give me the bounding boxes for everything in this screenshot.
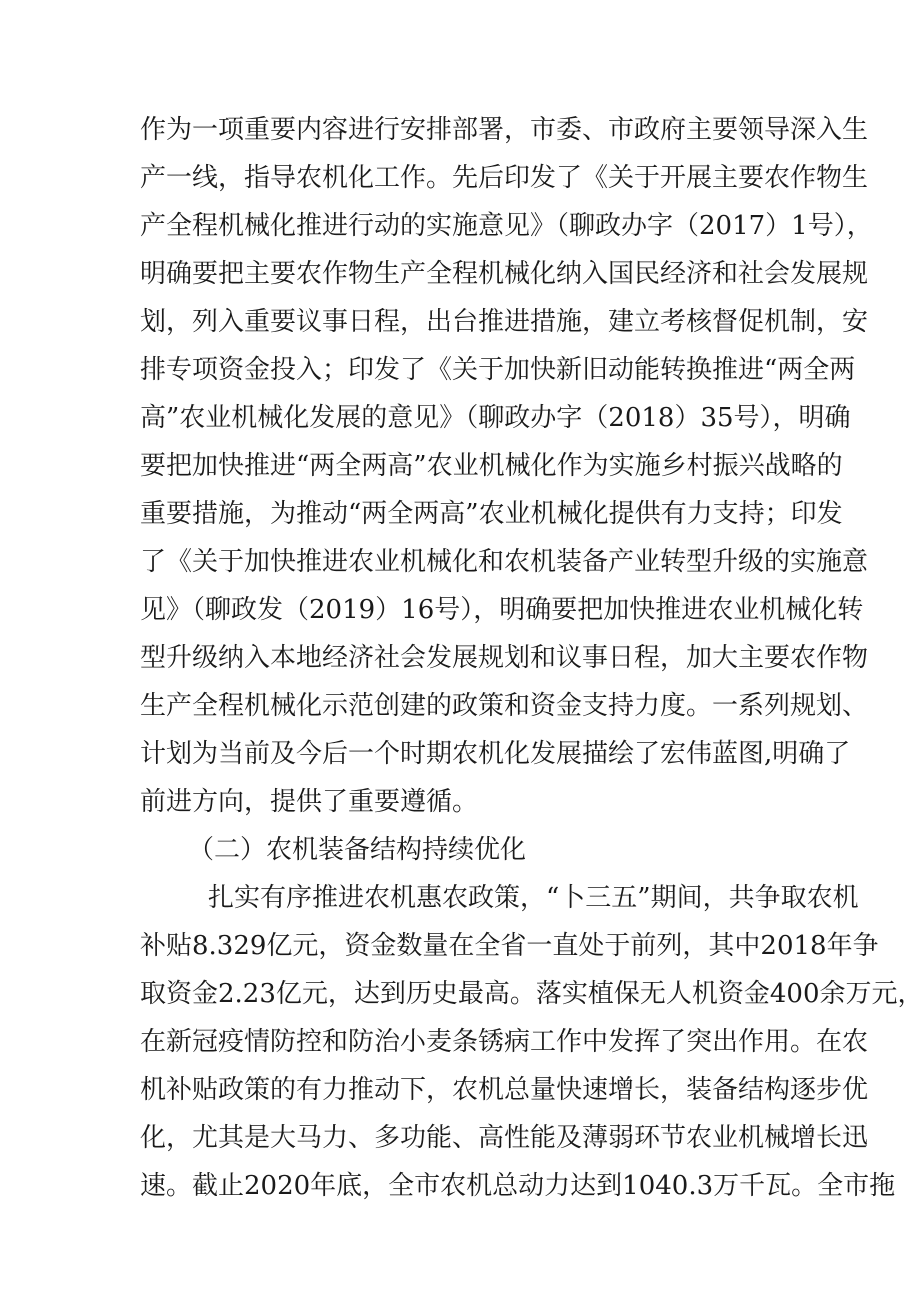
- paragraph-line: 计划为当前及今后一个时期农机化发展描绘了宏伟蓝图,明确了: [140, 739, 851, 769]
- paragraph-line: 产一线，指导农机化工作。先后印发了《关于开展主要农作物生: [140, 163, 869, 193]
- paragraph-line: 排专项资金投入；印发了《关于加快新旧动能转换推进“两全两: [140, 355, 856, 385]
- paragraph-line: 要把加快推进“两全两高”农业机械化作为实施乡村振兴战略的: [140, 451, 843, 481]
- paragraph-line: 化，尤其是大马力、多功能、高性能及薄弱环节农业机械增长迅: [140, 1123, 869, 1153]
- paragraph-line: 见》（聊政发（2019）16号），明确要把加快推进农业机械化转: [140, 595, 864, 625]
- paragraph-line: 了《关于加快推进农业机械化和农机装备产业转型升级的实施意: [140, 547, 869, 577]
- paragraph-line: 生产全程机械化示范创建的政策和资金支持力度。一系列规划、: [140, 691, 869, 721]
- paragraph-line: 明确要把主要农作物生产全程机械化纳入国民经济和社会发展规: [140, 259, 869, 289]
- paragraph-line: 补贴8.329亿元，资金数量在全省一直处于前列，其中2018年争: [140, 931, 879, 961]
- paragraph-line: 型升级纳入本地经济社会发展规划和议事日程，加大主要农作物: [140, 643, 869, 673]
- paragraph-line: 前进方向，提供了重要遵循。: [140, 787, 479, 817]
- paragraph-line: 重要措施，为推动“两全两高”农业机械化提供有力支持；印发: [140, 499, 843, 529]
- paragraph-line: 速。截止2020年底，全市农机总动力达到1040.3万千瓦。全市拖: [140, 1171, 896, 1201]
- paragraph-line: 取资金2.23亿元，达到历史最高。落实植保无人机资金400余万元，: [140, 979, 924, 1009]
- paragraph-line: 产全程机械化推进行动的实施意见》（聊政办字（2017）1号），: [140, 211, 873, 241]
- section-heading: （二）农机装备结构持续优化: [188, 835, 527, 865]
- paragraph-line: 在新冠疫情防控和防治小麦条锈病工作中发挥了突出作用。在农: [140, 1027, 869, 1057]
- paragraph-line: 扎实有序推进农机惠农政策，“卜三五”期间，共争取农机: [208, 883, 859, 913]
- paragraph-line: 高”农业机械化发展的意见》（聊政办字（2018）35号），明确: [140, 403, 851, 433]
- paragraph-line: 划，列入重要议事日程，出台推进措施，建立考核督促机制，安: [140, 307, 869, 337]
- paragraph-line: 作为一项重要内容进行安排部署，市委、市政府主要领导深入生: [140, 115, 869, 145]
- paragraph-line: 机补贴政策的有力推动下，农机总量快速增长，装备结构逐步优: [140, 1075, 869, 1105]
